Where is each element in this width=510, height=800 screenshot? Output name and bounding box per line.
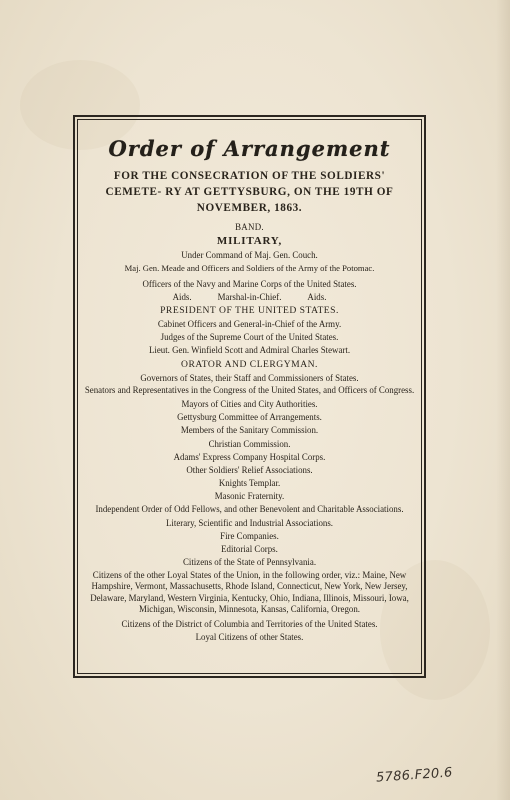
list-item: Independent Order of Odd Fellows, and other Benevolent and Charitable Associations. [95,503,404,514]
program-content [82,138,417,644]
list-item: Maj. Gen. Meade and Officers and Soldiers of the Army of the Potomac. [124,263,375,274]
list-item: Literary, Scientific and Industrial Associations. [165,517,334,528]
list-item: Adams' Express Company Hospital Corps. [173,451,326,462]
list-item: Cabinet Officers and General-in-Chief of the Army. [157,319,342,330]
document-title: Order of Arrangement [108,136,391,161]
list-item: Christian Commission. [208,438,291,449]
procession-list [82,221,417,644]
list-item: Citizens of the District of Columbia and Territories of the United States. [121,618,378,629]
aids-left: Aids. [172,291,192,302]
list-item: Governors of States, their Staff and Commissioners of States. [140,372,359,383]
marshal-in-chief: Marshal-in-Chief. [217,291,282,302]
archive-call-number: 5786.F20.6 [375,765,454,786]
list-item: MILITARY, [216,235,283,248]
document-subtitle: FOR THE CONSECRATION OF THE SOLDIERS' CEMETE- RY AT GETTYSBURG, ON THE 19TH OF NOVEMBER, 1863. [105,168,394,214]
list-item: Knights Templar. [218,478,281,489]
list-item: Masonic Fraternity. [214,491,285,502]
list-item: ORATOR AND CLERGYMAN. [181,358,318,370]
list-item: Citizens of the State of Pennsylvania. [182,557,317,568]
list-item: Judges of the Supreme Court of the United States. [160,332,339,343]
list-item: Under Command of Maj. Gen. Couch. [181,250,318,261]
list-item: Mayors of Cities and City Authorities. [181,399,318,410]
aids-row [82,291,417,304]
list-item: Senators and Representatives in the Congress of the United States, and Officers of Congress. [84,384,415,395]
list-item: Fire Companies. [220,531,279,542]
list-item: Members of the Sanitary Commission. [180,425,319,436]
list-item: BAND. [235,222,264,232]
list-item: Lieut. Gen. Winfield Scott and Admiral Charles Stewart. [148,345,351,356]
list-item: Other Soldiers' Relief Associations. [186,465,313,476]
paper-edge-shadow [496,0,510,800]
list-item: Editorial Corps. [221,544,278,555]
list-item: Officers of the Navy and Marine Corps of the United States. [142,278,357,289]
list-item: PRESIDENT OF THE UNITED STATES. [160,305,339,317]
list-item: Gettysburg Committee of Arrangements. [177,412,322,423]
aids-right: Aids. [307,291,327,302]
list-item: Loyal Citizens of other States. [195,631,304,642]
list-item: Citizens of the other Loyal States of the Union, in the following order, viz.: Maine, New Hampshire, Vermont, Massachusetts, Rhode Island, Connecticut, New York, New Jersey, Delaware, Maryland, Western Virginia, Kentucky, Ohio, Indiana, Illinois, Missouri, Iowa, Michigan, Wisconsin, Minnesota, Kansas, California, Oregon. [90,569,409,615]
